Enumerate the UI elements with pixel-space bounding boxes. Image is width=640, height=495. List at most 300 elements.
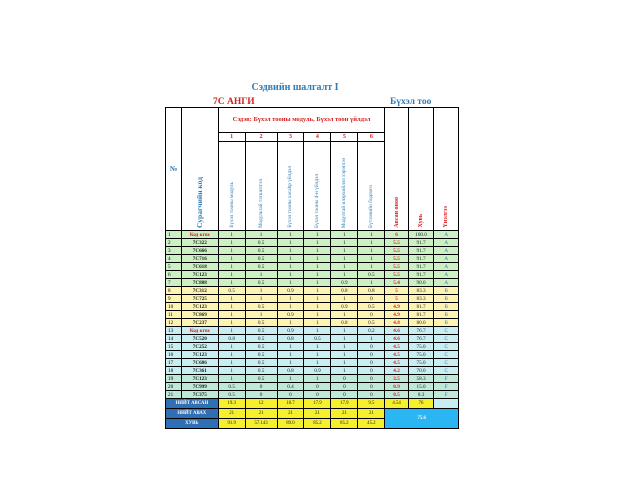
summary-label: НИЙТ АВСАН [166,399,219,409]
grade-cell: A [434,239,459,247]
grade-cell: B [434,303,459,311]
row-number: 13 [166,327,182,335]
score-cell: 0 [358,359,385,367]
grade-cell: C [434,327,459,335]
score-cell: 0 [358,351,385,359]
score-cell: 1 [304,319,331,327]
score-cell: 1 [277,343,304,351]
score-cell: 1 [331,239,358,247]
score-cell: 1 [218,239,245,247]
table-row [166,295,459,303]
score-cell: 0.5 [218,391,245,399]
score-cell: 1 [277,271,304,279]
score-cell: 0.5 [245,367,277,375]
table-row [166,263,459,271]
grade-cell: F [434,375,459,383]
score-cell: 0.9 [277,287,304,295]
total-score: 4.9 [385,311,408,319]
score-cell: 0.5 [245,335,277,343]
grade-cell: A [434,231,459,239]
score-cell: 1 [218,295,245,303]
score-cell: 1 [218,255,245,263]
student-code: 7C252 [181,343,218,351]
score-cell: 0.9 [331,279,358,287]
score-cell: 0 [277,391,304,399]
summary-value: 18.7 [277,399,304,409]
row-number: 5 [166,263,182,271]
score-cell: 1 [358,263,385,271]
summary-value: 85.2 [331,419,358,429]
score-cell: 1 [218,247,245,255]
score-cell: 0.5 [245,279,277,287]
percent-cell: 58.3 [408,375,434,383]
summary-label: ХУВЬ [166,419,219,429]
score-cell: 0 [358,343,385,351]
score-cell: 0.9 [277,311,304,319]
row-number: 16 [166,351,182,359]
total-score: 0.9 [385,383,408,391]
question-title-5: Модултай илэрхийлэл хэрэглээ [331,142,358,231]
score-cell: 0.9 [277,327,304,335]
percent-cell: 91.7 [408,247,434,255]
score-cell: 1 [304,351,331,359]
summary-value: 19.3 [218,399,245,409]
score-cell: 1 [358,247,385,255]
score-cell: 1 [304,375,331,383]
table-row [166,255,459,263]
table-row [166,367,459,375]
total-score: 4.5 [385,351,408,359]
table-row [166,335,459,343]
percent-cell: 83.3 [408,295,434,303]
score-cell: 1 [245,311,277,319]
score-cell: 1 [277,319,304,327]
score-cell: 1 [218,367,245,375]
row-number: 1 [166,231,182,239]
score-cell: 1 [331,231,358,239]
score-cell: 1 [277,375,304,383]
score-cell: 1 [277,239,304,247]
question-number-4: 4 [304,133,331,142]
score-cell: 1 [304,359,331,367]
student-code: 7C123 [181,271,218,279]
score-cell: 1 [218,311,245,319]
score-cell: 1 [304,287,331,295]
total-score: 5.5 [385,239,408,247]
row-number: 10 [166,303,182,311]
grade-cell: C [434,335,459,343]
row-number: 8 [166,287,182,295]
total-score: 4.5 [385,343,408,351]
summary-value: 21 [245,409,277,419]
grade-cell: C [434,343,459,351]
score-cell: 0.5 [245,263,277,271]
grade-cell: B [434,287,459,295]
percent-cell: 91.7 [408,271,434,279]
score-cell: 1 [245,295,277,303]
table-row [166,343,459,351]
score-cell: 0.5 [245,375,277,383]
table-row [166,351,459,359]
score-cell: 0.2 [358,327,385,335]
student-code: 7C123 [181,351,218,359]
overall-percent: 75.6 [385,409,459,429]
table-row [166,239,459,247]
total-score: 0.5 [385,391,408,399]
grade-cell: A [434,247,459,255]
table-row [166,303,459,311]
score-cell: 1 [331,311,358,319]
total-score: 5.5 [385,255,408,263]
table-row [166,359,459,367]
percent-cell: 75.0 [408,359,434,367]
total-score: 4.5 [385,359,408,367]
table-row [166,279,459,287]
score-cell: 1 [331,351,358,359]
score-cell: 1 [218,351,245,359]
score-cell: 1 [304,303,331,311]
score-cell: 1 [277,247,304,255]
question-number-2: 2 [245,133,277,142]
grade-header: Үнэлгээ [434,108,459,231]
summary-value: 17.9 [331,399,358,409]
total-score: 3.5 [385,375,408,383]
percent-cell: 100.0 [408,231,434,239]
student-code: 7C123 [181,375,218,383]
score-header: Авсан оноо [385,108,408,231]
row-number: 19 [166,375,182,383]
score-cell: 0 [358,367,385,375]
summary-value: 45.2 [358,419,385,429]
summary-value: 21 [331,409,358,419]
question-number-5: 5 [331,133,358,142]
score-cell: 1 [218,343,245,351]
grade-cell: C [434,367,459,375]
question-number-1: 1 [218,133,245,142]
total-score: 4.6 [385,327,408,335]
student-code: 7C618 [181,263,218,271]
total-score: 5.5 [385,263,408,271]
score-cell: 0.5 [245,239,277,247]
grade-cell: B [434,295,459,303]
score-cell: 0.5 [245,255,277,263]
summary-value: 9.5 [358,399,385,409]
score-cell: 0.5 [245,351,277,359]
grade-cell: A [434,263,459,271]
score-cell: 1 [331,359,358,367]
grade-cell: C [434,351,459,359]
class-label: 7С АНГИ [213,97,255,107]
percent-cell: 8.3 [408,391,434,399]
total-score: 5.4 [385,279,408,287]
percent-header: Хувь [408,108,434,231]
score-cell: 1 [218,271,245,279]
score-cell: 0.8 [277,367,304,375]
subject-label: Бүхэл тоо [390,97,432,107]
grade-cell: A [434,255,459,263]
score-cell: 1 [331,247,358,255]
student-code: 7C666 [181,247,218,255]
score-cell: 0 [245,391,277,399]
score-cell: 1 [277,255,304,263]
row-number: 14 [166,335,182,343]
row-number: 7 [166,279,182,287]
student-code: 7C322 [181,239,218,247]
student-code: 7C686 [181,359,218,367]
summary-value: 85.2 [304,419,331,429]
table-row [166,383,459,391]
score-cell: 1 [304,255,331,263]
score-cell: 1 [358,279,385,287]
score-cell: 0.5 [245,319,277,327]
grade-cell: F [434,383,459,391]
score-cell: 0.8 [277,335,304,343]
total-score: 4.6 [385,335,408,343]
summary-empty-cell [434,399,459,409]
summary-total: 4.54 [385,399,408,409]
score-cell: 1 [277,295,304,303]
row-number: 9 [166,295,182,303]
score-cell: 0.5 [304,335,331,343]
percent-cell: 70.0 [408,367,434,375]
score-cell: 0.5 [218,383,245,391]
score-cell: 1 [277,303,304,311]
student-code: 7C312 [181,287,218,295]
score-cell: 1 [304,279,331,287]
score-cell: 0 [358,375,385,383]
student-code: Код кгох [181,231,218,239]
question-number-3: 3 [277,133,304,142]
score-cell: 0.4 [277,383,304,391]
summary-value: 12 [245,399,277,409]
score-cell: 1 [331,343,358,351]
total-score: 5 [385,287,408,295]
total-score: 5 [385,295,408,303]
table-row [166,311,459,319]
score-cell: 1 [331,327,358,335]
score-cell: 1 [218,279,245,287]
percent-cell: 75.0 [408,351,434,359]
score-cell: 0.5 [245,343,277,351]
table-row [166,231,459,239]
summary-percent: 76 [408,399,434,409]
student-code: 7C361 [181,367,218,375]
summary-value: 21 [304,409,331,419]
score-cell: 1 [304,271,331,279]
score-cell: 1 [304,239,331,247]
table-row [166,287,459,295]
student-code: 7C123 [181,303,218,311]
score-cell: 0.5 [245,247,277,255]
score-cell: 0 [358,311,385,319]
total-score: 5.5 [385,247,408,255]
total-score: 6 [385,231,408,239]
percent-cell: 75.0 [408,343,434,351]
student-code-header: Сурагчийн код [181,108,218,231]
score-cell: 0 [304,391,331,399]
score-cell: 0.8 [218,335,245,343]
table-row [166,319,459,327]
student-code: 7C999 [181,383,218,391]
score-cell: 0.5 [245,327,277,335]
student-code: 7C725 [181,295,218,303]
student-code: 7C716 [181,255,218,263]
page-title: Сэдвийн шалгалт I [251,82,339,93]
grade-cell: A [434,279,459,287]
summary-value: 57.143 [245,419,277,429]
score-cell: 1 [304,343,331,351]
score-cell: 1 [277,263,304,271]
percent-cell: 83.3 [408,287,434,295]
score-cell: 1 [304,231,331,239]
percent-cell: 76.7 [408,335,434,343]
score-cell: 0.9 [331,303,358,311]
score-cell: 1 [218,319,245,327]
percent-cell: 81.7 [408,303,434,311]
score-cell: 1 [358,239,385,247]
score-cell: 0 [358,391,385,399]
percent-cell: 76.7 [408,327,434,335]
row-number: 18 [166,367,182,375]
grade-table [165,107,459,429]
topic-header: Сэдэв: Бүхэл тооны модуль, Бүхэл тоон үйлдэл [218,108,385,133]
score-cell: 0 [331,383,358,391]
score-cell: 1 [358,255,385,263]
table-row [166,375,459,383]
student-code: 7C888 [181,279,218,287]
summary-value: 21 [277,409,304,419]
student-code: 7C375 [181,391,218,399]
student-code: 7C869 [181,311,218,319]
row-number: 12 [166,319,182,327]
percent-cell: 80.0 [408,319,434,327]
summary-value: 91.9 [218,419,245,429]
row-number: 6 [166,271,182,279]
score-cell: 1 [218,375,245,383]
score-cell: 1 [245,271,277,279]
no-header: № [166,108,182,231]
score-cell: 1 [304,247,331,255]
score-cell: 1 [277,279,304,287]
score-cell: 1 [304,311,331,319]
total-score: 4.9 [385,303,408,311]
summary-label: НИЙТ АВАХ [166,409,219,419]
score-cell: 1 [304,295,331,303]
question-number-6: 6 [358,133,385,142]
summary-value: 21 [218,409,245,419]
score-cell: 1 [218,303,245,311]
score-cell: 1 [277,359,304,367]
score-cell: 1 [277,231,304,239]
row-number: 17 [166,359,182,367]
score-cell: 0 [358,383,385,391]
score-cell: 0 [358,295,385,303]
student-code: Код кгох [181,327,218,335]
score-cell: 0 [331,391,358,399]
score-cell: 1 [245,231,277,239]
score-cell: 1 [331,335,358,343]
score-cell: 0.5 [245,359,277,367]
grade-cell: F [434,391,459,399]
table-row [166,247,459,255]
student-code: 7C520 [181,335,218,343]
score-cell: 1 [218,263,245,271]
summary-value: 21 [358,409,385,419]
score-cell: 0.5 [358,319,385,327]
total-score: 4.8 [385,319,408,327]
score-cell: 0 [245,383,277,391]
score-cell: 1 [331,255,358,263]
grade-cell: C [434,359,459,367]
grade-cell: B [434,319,459,327]
percent-cell: 91.7 [408,263,434,271]
score-cell: 0.5 [218,287,245,295]
score-cell: 0.9 [304,367,331,375]
row-number: 4 [166,255,182,263]
student-code: 7C237 [181,319,218,327]
score-cell: 0.5 [358,271,385,279]
percent-cell: 91.7 [408,239,434,247]
summary-value: 17.9 [304,399,331,409]
row-number: 21 [166,391,182,399]
score-cell: 1 [304,263,331,271]
summary-max-row [166,409,459,419]
percent-cell: 90.0 [408,279,434,287]
question-title-3: Бүхэл тооны хасаhр үйлдэл [277,142,304,231]
total-score: 5.5 [385,271,408,279]
score-cell: 1 [358,231,385,239]
summary-obtained-row [166,399,459,409]
grade-cell: B [434,311,459,319]
question-title-4: Бүхэл тооны 4-н үйлдэл [304,142,331,231]
score-cell: 0.5 [245,303,277,311]
score-cell: 1 [218,327,245,335]
score-cell: 1 [304,327,331,335]
score-cell: 1 [331,263,358,271]
score-cell: 0 [331,375,358,383]
score-cell: 1 [245,287,277,295]
score-cell: 0.8 [331,287,358,295]
score-cell: 1 [277,351,304,359]
summary-value: 89.0 [277,419,304,429]
score-cell: 1 [218,231,245,239]
grade-cell: A [434,271,459,279]
score-cell: 1 [218,359,245,367]
row-number: 20 [166,383,182,391]
score-cell: 0.8 [358,287,385,295]
row-number: 15 [166,343,182,351]
score-cell: 0.8 [331,319,358,327]
table-row [166,271,459,279]
total-score: 4.2 [385,367,408,375]
score-cell: 0.5 [358,303,385,311]
table-row [166,327,459,335]
row-number: 3 [166,247,182,255]
row-number: 2 [166,239,182,247]
question-title-6: Бүтээлийн бодлого [358,142,385,231]
score-cell: 1 [331,271,358,279]
question-title-1: Бүхэл тооны модуль [218,142,245,231]
score-cell: 1 [331,295,358,303]
score-cell: 1 [331,367,358,375]
row-number: 11 [166,311,182,319]
percent-cell: 81.7 [408,311,434,319]
question-title-2: Модультай тэгшитгэл [245,142,277,231]
percent-cell: 91.7 [408,255,434,263]
score-cell: 0 [304,383,331,391]
score-cell: 1 [358,335,385,343]
table-row [166,391,459,399]
